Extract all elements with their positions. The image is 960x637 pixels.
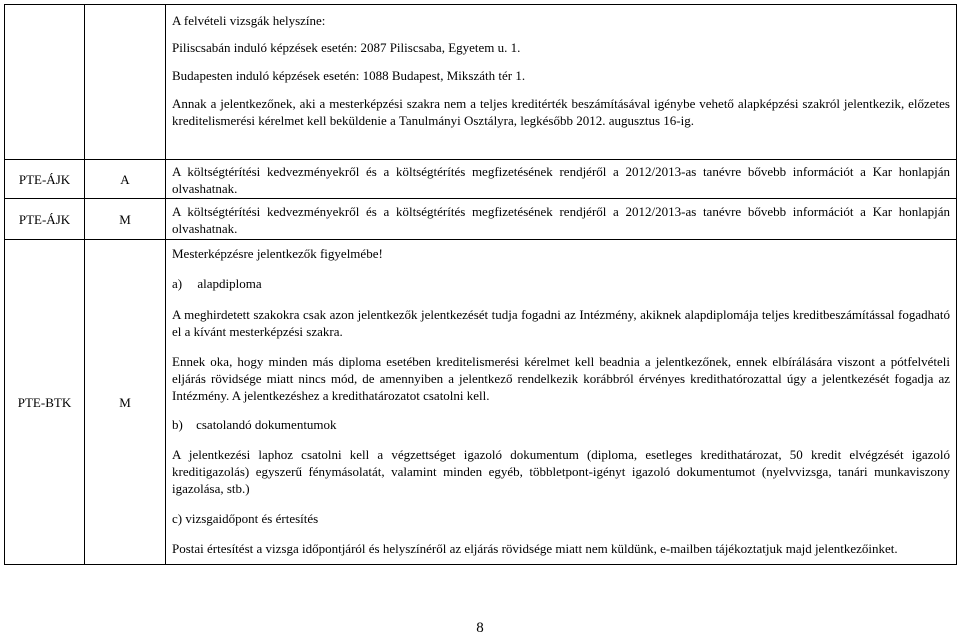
level-cell: M (85, 199, 166, 240)
info-cell (166, 199, 957, 240)
item-a-title: alapdiploma (197, 276, 262, 291)
item-c-heading: c) vizsgaidőpont és értesítés (172, 511, 319, 526)
item-b-title: csatolandó dokumentumok (196, 417, 337, 432)
info-cell (166, 240, 957, 565)
level-cell: A (85, 160, 166, 199)
table-row (5, 240, 957, 565)
table-row (5, 160, 957, 199)
page-number: 8 (476, 620, 484, 636)
fee-info-text: A költségtérítési kedvezményekről és a költségtérítés megfizetésének rendjéről a 2012/2013-as tanévre bővebb információt a Kar honlapján olvashatnak. (172, 164, 950, 196)
item-a-text-1: A meghirdetett szakokra csak azon jelentkezők jelentkezését tudja fogadni az Intézmény, akiknek alapdiplomája teljes kreditbeszámítással fogadható el a kívánt mesterképzési szakra. (172, 307, 950, 339)
fee-info-text: A költségtérítési kedvezményekről és a költségtérítés megfizetésének rendjéről a 2012/2013-as tanévre bővebb információt a Kar honlapján olvashatnak. (172, 204, 950, 236)
faculty-cell: PTE-BTK (5, 240, 85, 565)
item-c-text: Postai értesítést a vizsga időpontjáról és helyszínéről az eljárás rövidsége miatt nem küldünk, e-mailben tájékoztatjuk majd jelentkezőinket. (172, 541, 898, 556)
venue-budapest: Budapesten induló képzések esetén: 1088 Budapest, Mikszáth tér 1. (172, 68, 526, 83)
intro-empty-cell-1 (5, 5, 85, 160)
intro-empty-cell-2 (85, 5, 166, 160)
faculty-cell: PTE-ÁJK (5, 160, 85, 199)
venue-heading: A felvételi vizsgák helyszíne: (172, 13, 326, 28)
item-b-heading (172, 416, 950, 433)
intro-row (5, 5, 957, 160)
item-a-heading (172, 275, 950, 292)
item-b-label: b) (172, 417, 183, 432)
admission-table (4, 4, 957, 565)
table-row (5, 199, 957, 240)
item-b-text: A jelentkezési laphoz csatolni kell a végzettséget igazoló dokumentum (diploma, esetleges kredithatározat, 50 kredit elvégzését igazoló kreditigazolás) egyszerű fénymásolatát, valamint minden egyéb, többletpont-igényt igazoló dokumentumot (nyelvvizsga, tanári munkaviszony igazolása, stb.) (172, 447, 950, 496)
level-cell: M (85, 240, 166, 565)
info-cell (166, 160, 957, 199)
credit-note: Annak a jelentkezőnek, aki a mesterképzési szakra nem a teljes kreditérték beszámításával igénybe vehető alapképzési szakról jelentkezik, előzetes kreditelismerési kérelmet kell beküldenie a Tanulmányi Osztályra, legkésőbb 2012. augusztus 16-ig. (172, 96, 950, 128)
faculty-cell: PTE-ÁJK (5, 199, 85, 240)
section-title: Mesterképzésre jelentkezők figyelmébe! (172, 246, 383, 261)
venue-piliscsaba: Piliscsabán induló képzések esetén: 2087 Piliscsaba, Egyetem u. 1. (172, 40, 521, 55)
item-a-label: a) (172, 276, 183, 291)
item-a-text-2: Ennek oka, hogy minden más diploma esetében kreditelismerési kérelmet kell beadnia a jelentkezőnek, ennek elbírálására viszont a pótfelvételi eljárás rövidsége miatt nincs mód, de amennyiben a jelentkező rendelkezik korábbról érvényes kredithatórozattal úgy a jelentkezését fogadja az Intézmény. A jelentkezéshez a kredithatározatot csatolni kell. (172, 354, 950, 403)
intro-cell (166, 5, 957, 160)
